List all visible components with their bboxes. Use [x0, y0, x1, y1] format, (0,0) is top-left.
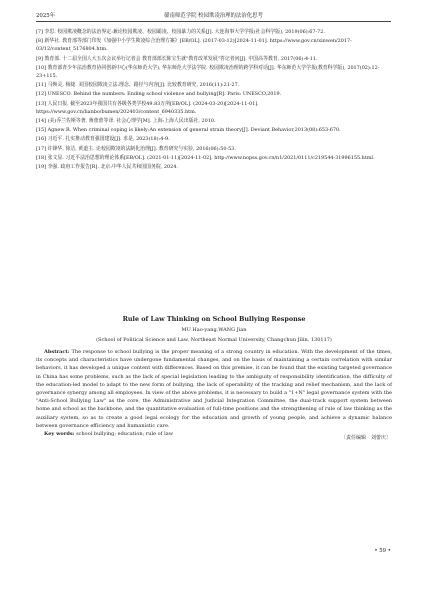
reference-text: 习近平. 扎实推动教育强国建设[J]. 求是, 2023(18):4-9.: [47, 136, 170, 143]
reference-number: [17]: [36, 145, 47, 152]
reference-text: 人民日报. 截至2023年我国共有各级各类学校49.83万所[EB/OL]. (2024-03-20)[2024-11-01]. https://www.gov.cn/lianbo/bumen/202403/content_6940335.htm.: [36, 100, 259, 115]
header-rule: [36, 21, 391, 22]
reference-number: [7]: [36, 29, 43, 35]
reference-item: [36, 117, 392, 125]
reference-number: [8]: [36, 38, 43, 45]
reference-number: [9]: [36, 55, 43, 62]
reference-text: (美)乔兰佐斯等著, 蒋蕾蕾等译. 社会心理学[M]. 上海:上海人民出版社, 2010.: [47, 118, 216, 125]
reference-text: Agnew R. When criminal coping is likely:An extension of general strain theory[J]. Deviant Behavior,2013(08):653-670.: [47, 127, 341, 134]
reference-number: [14]: [36, 118, 47, 125]
english-abstract: [36, 348, 392, 430]
reference-number: [18]: [36, 154, 47, 161]
reference-item: [36, 64, 392, 80]
english-keywords: [36, 430, 392, 438]
abstract-label: Abstract:: [44, 349, 70, 355]
reference-text: 教育部青少年法治教育协同创新中心(华东师范大学), 华东师范大学法学院. 校园欺凌治理的跨学科对话[J]. 华东师范大学学报(教育科学版), 2017(02):12-23+115.: [36, 64, 380, 80]
reference-item: [36, 135, 392, 143]
reference-item: [36, 55, 392, 63]
reference-item: [36, 126, 392, 134]
header-year: 2025年: [36, 13, 56, 19]
reference-text: UNESCO. Behind the numbers: Ending school violence and bullying[R]. Paris: UNESCO,2019.: [47, 91, 282, 98]
reference-text: 教育部. 十二届全国人大五次会议举行记者会 教育部部长陈宝生就"教育改革发展"答记者问[J]. 中国高等教育, 2017(06):4-11.: [44, 55, 318, 62]
english-title: Rule of Law Thinking on School Bullying Response: [122, 315, 306, 323]
reference-number: [13]: [36, 100, 47, 107]
reference-text: 李思. 校园欺凌概念的法治界定:兼论校园欺凌、校园霸凌、校园暴力的关系[J]. 大连海事大学学报(社会科学版), 2019(06):67-72.: [44, 29, 325, 35]
header-running-title: 赣南师范学院 校园欺凌治理的法治化思考: [164, 13, 263, 19]
reference-number: [11]: [36, 82, 47, 89]
responsible-editor: 〔责任编辑 刘蕾庆〕: [340, 435, 391, 441]
reference-item: [36, 81, 392, 89]
reference-number: [10]: [36, 64, 47, 71]
page-header: [36, 11, 391, 23]
reference-list: [36, 28, 392, 172]
reference-item: [36, 37, 392, 53]
reference-number: [16]: [36, 136, 47, 143]
reference-item: [36, 163, 392, 171]
reference-text: 许锋华, 徐洁, 黄道主. 论校园欺凌的法制化治理[J]. 教育研究与实验, 2016(06):50-53.: [47, 145, 236, 152]
page-number: • 59 •: [374, 548, 391, 554]
english-authors: MU Hao-yang,WANG Jian: [181, 327, 247, 333]
reference-item: [36, 100, 392, 116]
reference-text: 马焕灵, 杨婕. 美国校园欺凌立法:理念、路径与内容[J]. 比较教育研究, 2016(11):21-27.: [47, 82, 240, 89]
keywords-text: school bullying; education; rule of law: [76, 431, 173, 438]
abstract-text: The response to school bullying is the proper meaning of a strong country in education. With the development of the times, its concepts and characteristics have undergone fundamental changes, and on the basis of maintaining a certain correlation with similar behaviors, it has developed a unique content with differences. Based on this premise, it can be found that the existing targeted governance in China has some problems, such as the lack of special legislation leading to the ambiguity of responsibility identification, the difficulty of the education-led model to adapt to the new form of bullying, the lack of operability of the tracking and relief mechanism, and the lack of governance synergy among all employees. In view of the above problems, it is necessary to build a "1+N" legal governance system with the "Anti-School Bullying Law" as the core, the Administrative and Judicial Integration Committee, the dual-track support system between home and school as the backbone, and the quantitative evaluation of full-time positions and the strengthening of rule of law thinking as the auxiliary system, so as to create a good legal ecology for the education and growth of young people, and achieve a dynamic balance between governance efficiency and humanistic care.: [36, 349, 392, 429]
reference-item: [36, 28, 392, 36]
reference-item: [36, 90, 392, 98]
english-affiliation: (School of Political Science and Law, Northeast Normal University, Changchun Jilin, 130117): [96, 337, 332, 343]
reference-number: [15]: [36, 127, 47, 134]
reference-text: 新华社. 教育部等部门印发《加强中小学生欺凌综合治理方案》[EB/OL]. (2017-03-12)[2024-11-01]. https://www.gov.cn/xinwen/2017-03/12/content_5176804.htm.: [36, 38, 352, 53]
keywords-label: Key words:: [44, 431, 75, 438]
reference-text: 李强. 政府工作报告[R]. 北京:中华人民共和国国务院, 2024.: [47, 164, 178, 171]
english-abstract-section: [36, 315, 392, 438]
reference-item: [36, 145, 392, 153]
reference-number: [12]: [36, 91, 47, 98]
reference-item: [36, 154, 392, 162]
reference-number: [19]: [36, 164, 47, 171]
reference-text: 张文显. 习近平法治思想的理论体系[EB/OL]. (2021-01-11)[2024-11-02]. http://www.nopss.gov.cn/n1/2021/0111/c219544-31996155.html.: [47, 154, 375, 161]
